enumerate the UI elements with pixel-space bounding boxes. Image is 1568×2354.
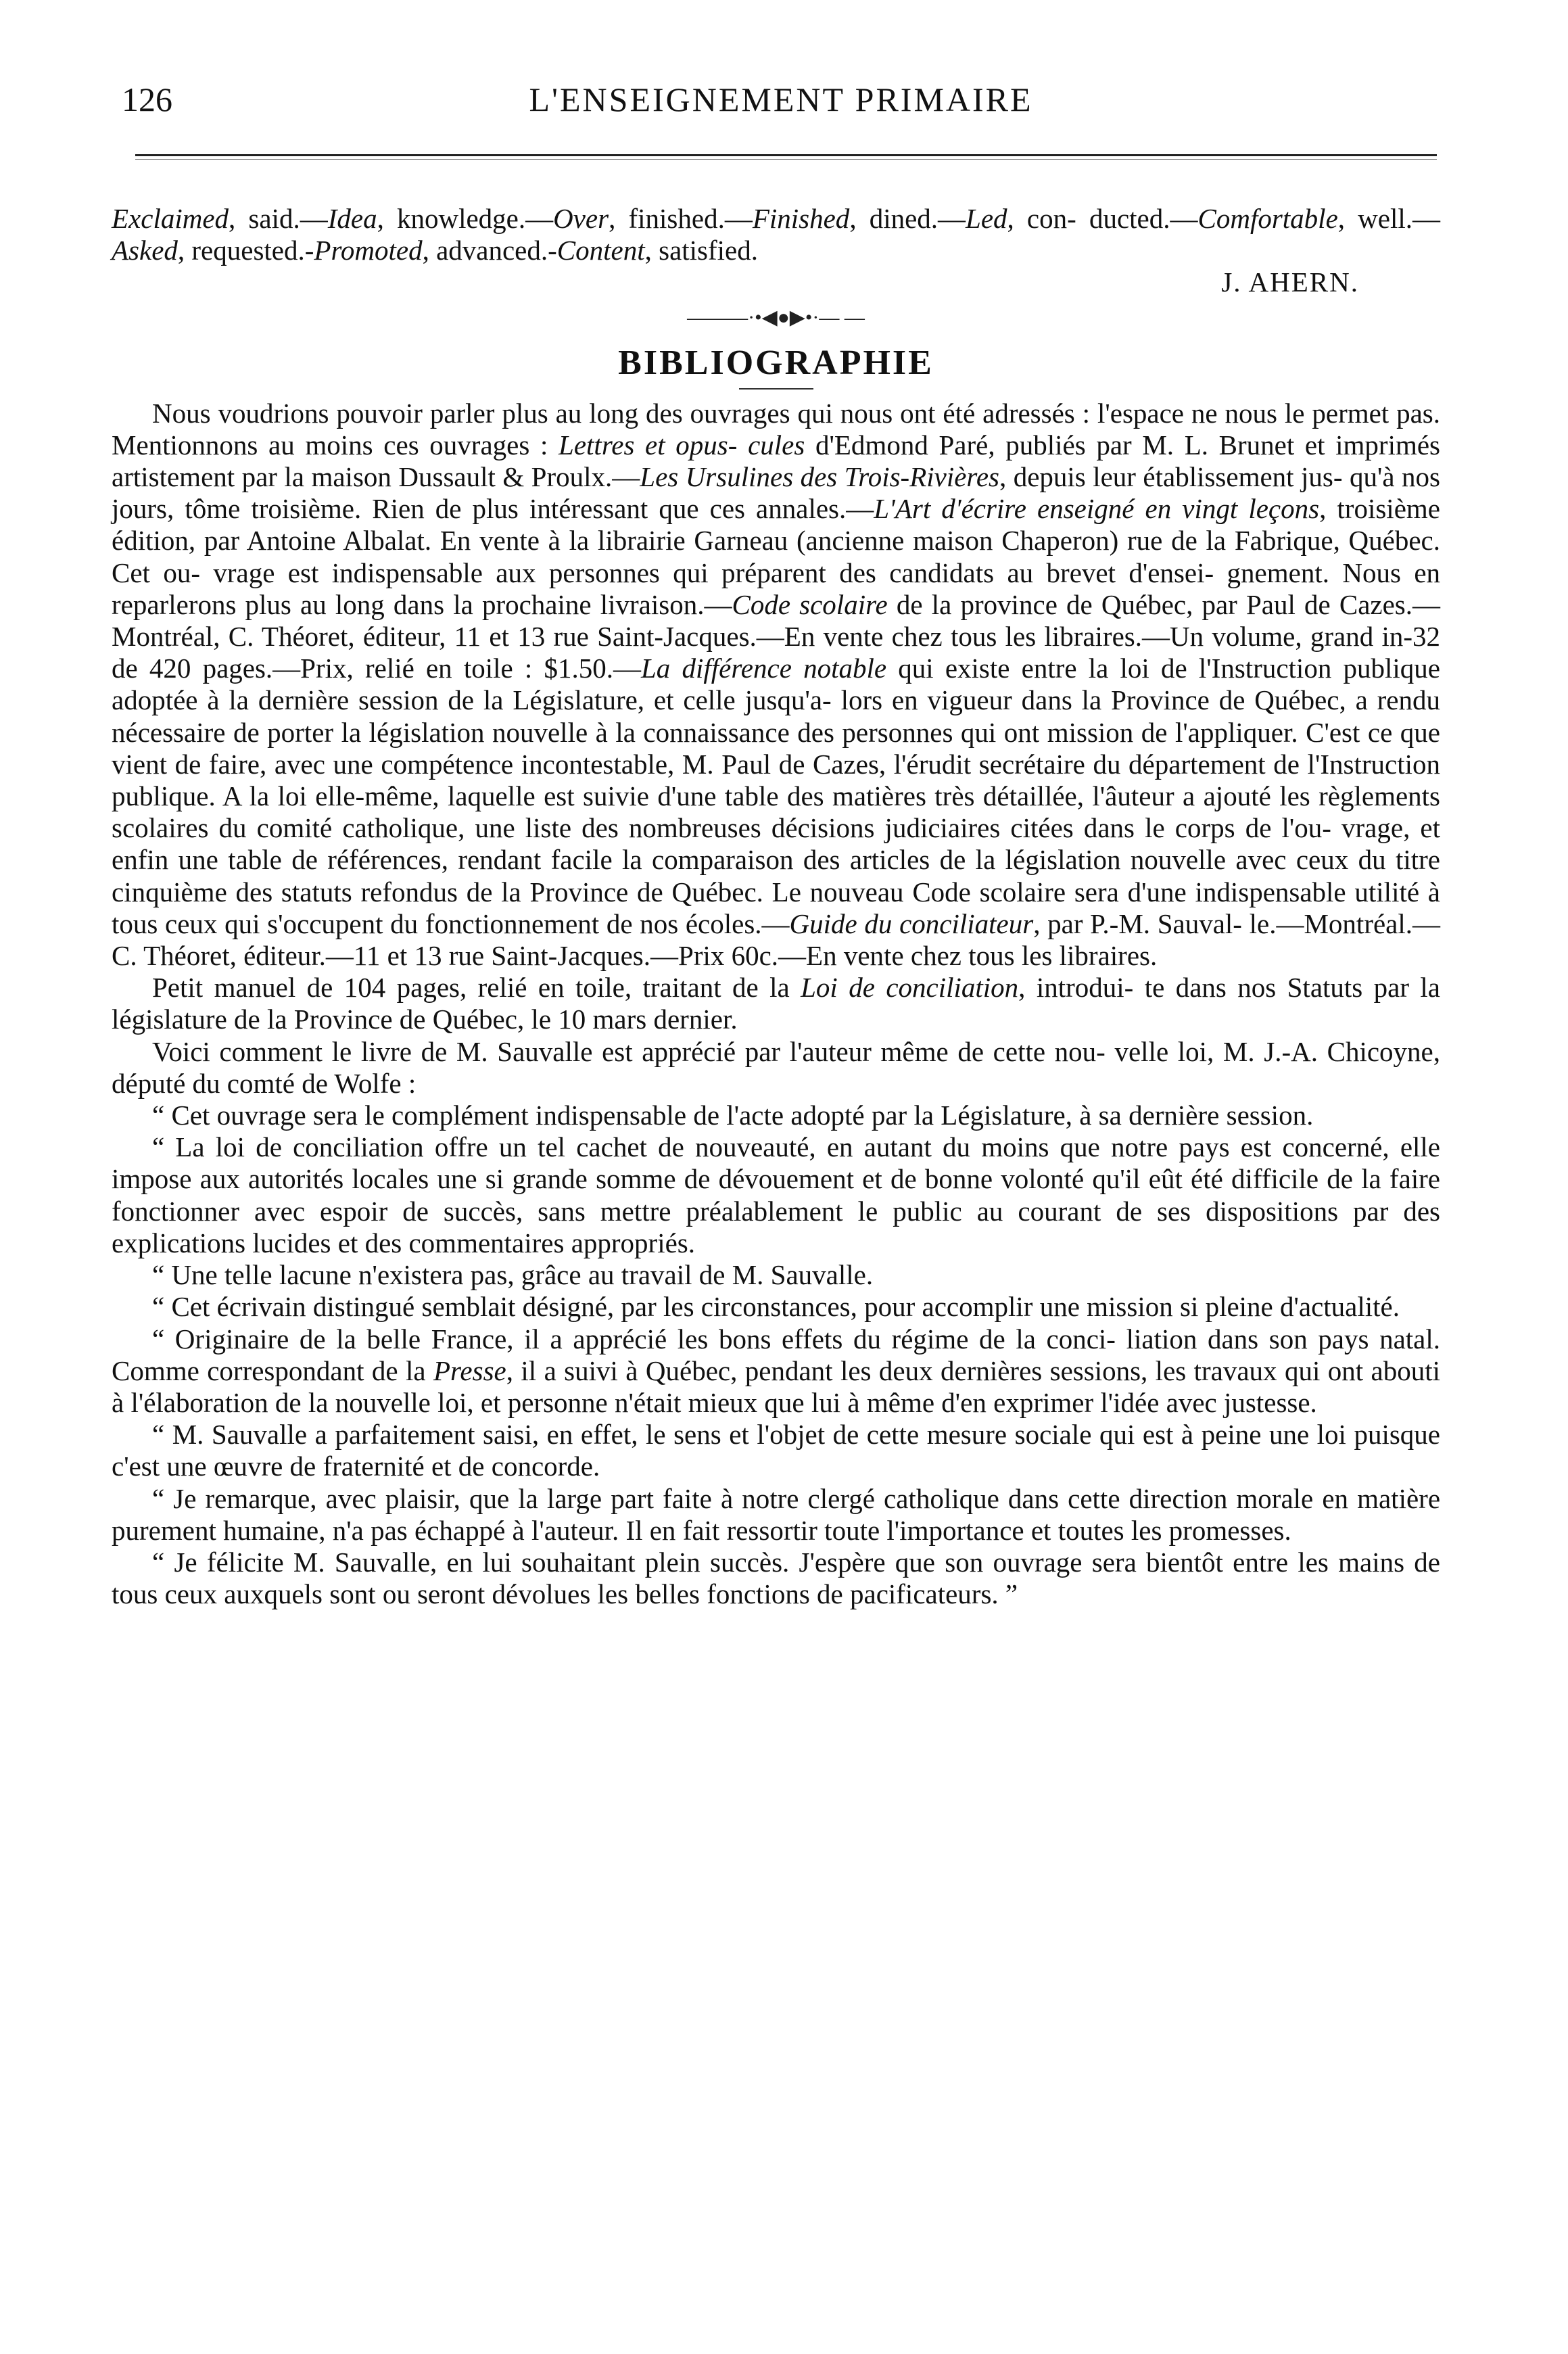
text-paragraph — [112, 972, 1440, 1035]
text-run: , depuis leur établissement jus- — [999, 461, 1343, 493]
text-run: catholique, une liste des nombreuses décisions judiciaires citées dans le corps de l'ou- — [342, 812, 1331, 844]
text-run: “ Je félicite M. Sauvalle, en lui souhaitant plein succès. J'espère que son ouvrage — [152, 1546, 1083, 1578]
text-run: chez tous les libraires. — [910, 940, 1158, 972]
text-run: explications lucides et des commentaires appropriés. — [112, 1227, 696, 1258]
text-run: l'Instruction publique adoptée à la dernière session de la Législature, et celle jusqu'a- — [112, 653, 1440, 716]
italic-title: Finished — [752, 203, 850, 234]
italic-title: Promoted — [314, 235, 423, 266]
text-paragraph — [112, 1547, 1440, 1610]
text-run: Voici comment le livre de M. Sauvalle est apprécié par l'auteur même de cette nou- — [152, 1035, 1106, 1067]
text-run: te dans nos Statuts par la législature de la Province de Québec, le 10 mars dernier. — [112, 972, 1440, 1035]
title-rule — [739, 388, 813, 390]
text-run: table des matières très détaillée, l'âuteur a ajouté les règlements scolaires du comité — [112, 780, 1441, 844]
italic-title: Les Ursulines des Trois-Rivières — [640, 461, 999, 493]
text-run: d'Edmond Paré, publiés par M. L. Brunet et imprimés artistement par la maison — [112, 429, 1441, 493]
text-run: à sa dernière session. — [1079, 1100, 1314, 1131]
text-run: de succès, sans mettre préalablement le public au courant de ses dispositions par des — [402, 1195, 1440, 1227]
text-run: notre pays est concerné, elle impose aux autorités locales une si grande somme de — [112, 1131, 1441, 1195]
italic-title: Over — [553, 203, 609, 234]
italic-title: Asked — [112, 235, 178, 266]
text-run: “ M. Sauvalle a parfaitement saisi, en effet, le sens et l'objet de cette mesure sociale — [152, 1419, 1092, 1451]
section-title: BIBLIOGRAPHIE — [618, 343, 934, 382]
text-run: justesse. — [1224, 1386, 1317, 1418]
text-paragraph — [112, 398, 1440, 972]
italic-title: L'Art — [874, 493, 931, 525]
text-run: de Québec. Le nouveau Code scolaire sera d'une indispensable utilité à tous ceux qui — [112, 876, 1440, 939]
text-run: vient de faire, avec une compétence incontestable, M. Paul de Cazes, l'érudit secrétaire — [112, 748, 1085, 780]
text-run: , requested.- — [177, 235, 314, 266]
text-run: liation dans son pays natal. Comme correspondant de la — [112, 1323, 1441, 1386]
text-run: pages.—Prix, relié en toile : $1.50.— — [202, 653, 641, 684]
page-header — [122, 80, 1440, 127]
italic-title: Guide du conciliateur — [789, 908, 1034, 939]
text-run: l'espace ne nous le permet pas. Mentionnons au moins ces ouvrages : — [112, 397, 1441, 461]
header-rule — [135, 154, 1437, 160]
text-run: “ Une telle lacune n'existera pas, grâce au travail de M. Sauvalle. — [152, 1259, 874, 1291]
text-run: pendant les deux dernières sessions, les travaux qui ont abouti à l'élaboration de la — [112, 1355, 1441, 1418]
text-run: “ Je remarque, avec plaisir, que la large part faite à notre clergé catholique dans — [152, 1482, 1060, 1514]
text-paragraph — [112, 1036, 1440, 1100]
text-run: velle loi, M. J.-A. Chicoyne, député du comté de Wolfe : — [112, 1035, 1440, 1099]
text-run: “ Cet ouvrage sera le complément indispensable de l'acte adopté par la Législature, — [152, 1100, 1072, 1131]
italic-title: Lettres et opus- — [559, 429, 738, 461]
text-run: nouvelle à la connaissance des personnes qui ont mission de l'appliquer. C'est ce que — [492, 716, 1440, 748]
text-run: fonctions de pacificateurs. ” — [707, 1578, 1018, 1610]
text-run: “ Cet écrivain distingué semblait désigné, par les circonstances, pour accomplir — [152, 1291, 1033, 1323]
text-run: , par P.-M. Sauval- — [1033, 908, 1242, 939]
text-run: , introdui- — [1018, 972, 1134, 1004]
italic-title: Led — [966, 203, 1007, 234]
text-paragraph — [112, 203, 1440, 266]
italic-title: La différence notable — [641, 653, 887, 684]
text-run: ducted.— — [1089, 203, 1198, 234]
text-run: “ La loi de conciliation offre un tel cachet de nouveauté, en autant du moins que — [152, 1131, 1100, 1163]
text-run: , said.— — [229, 203, 328, 234]
text-run: qu'à nos jours, tôme troisième. Rien de plus intéressant que ces annales.— — [112, 461, 1440, 525]
italic-title: Loi de conciliation — [801, 972, 1019, 1004]
text-run: sera bientôt entre les mains de tous ceux auxquels sont ou seront dévolues les belles — [112, 1546, 1441, 1610]
text-run: “ Originaire de la belle France, il a apprécié les bons effets du régime de la conci- — [152, 1323, 1116, 1355]
text-run: qui existe entre la loi de — [886, 653, 1187, 684]
text-run: cette direction morale en matière purement humaine, n'a pas échappé à l'auteur. Il en — [112, 1482, 1441, 1546]
text-run: nouvelle loi, et personne n'était mieux que lui à même d'en exprimer l'idée avec — [335, 1386, 1217, 1418]
italic-title: Code scolaire — [732, 588, 888, 620]
ornament-divider: ———·•◀●▶•·— — — [687, 306, 865, 329]
running-title: L'ENSEIGNEMENT PRIMAIRE — [529, 80, 1033, 118]
text-paragraph — [112, 1419, 1440, 1482]
text-run: législation nouvelle avec ceux du titre cinquième des statuts refondus de la Province — [112, 844, 1441, 908]
text-run: , dined.— — [849, 203, 966, 234]
text-paragraph — [112, 1131, 1440, 1259]
text-run: , satisfied. — [644, 235, 759, 266]
text-run: vrage est indispensable aux personnes qui préparent des candidats au brevet d'ensei- — [213, 557, 1214, 588]
italic-title: Exclaimed — [112, 203, 229, 234]
glossary-paragraph — [112, 203, 1440, 266]
italic-title: Comfortable — [1197, 203, 1338, 234]
italic-title: Content — [556, 235, 645, 266]
text-paragraph — [112, 1259, 1440, 1291]
text-run: Dussault & Proulx.— — [398, 461, 640, 493]
text-run: rue Saint-Jacques.—En vente chez tous les libraires.—Un volume, grand in-32 de 420 — [112, 621, 1441, 684]
text-run: s'occupent du fonctionnement de nos écoles.— — [267, 908, 790, 939]
text-run: , advanced.- — [422, 235, 557, 266]
text-run: Nous voudrions pouvoir parler plus au long des ouvrages qui nous ont été adressés : — [152, 397, 1091, 429]
text-paragraph — [112, 1323, 1440, 1419]
text-run: fait ressortir toute l'importance et toutes les promesses. — [682, 1514, 1291, 1546]
italic-title: d'écrire enseigné en vingt leçons — [941, 493, 1320, 525]
text-paragraph — [112, 1100, 1440, 1131]
text-paragraph — [112, 1291, 1440, 1323]
bibliography-text — [112, 398, 1440, 1611]
text-paragraph — [112, 1483, 1440, 1547]
text-run: gnement. Nous en reparlerons plus au long dans la prochaine livraison.— — [112, 557, 1441, 620]
text-run: , con- — [1007, 203, 1076, 234]
text-run: dévouement et de bonne volonté qu'il eût été difficile de la faire fonctionner avec espoir — [112, 1163, 1441, 1227]
author-signature: J. AHERN. — [1221, 266, 1359, 298]
text-run: du département de l'Instruction publique. A la loi elle-même, laquelle est suivie d'une — [112, 748, 1441, 812]
text-run: , troisième édition, par Antoine Albalat. En vente à — [112, 493, 1440, 557]
text-run: lors en vigueur dans la Province de Québec, a rendu nécessaire de porter la législation — [112, 684, 1441, 748]
page-body — [112, 203, 1440, 1610]
text-run: , well.— — [1337, 203, 1441, 234]
text-run: qui est à peine une loi puisque c'est une œuvre de fraternité et de concorde. — [112, 1419, 1440, 1482]
text-run: Petit manuel de 104 pages, relié en toile, traitant de la — [152, 972, 801, 1004]
text-run: la librairie Garneau (ancienne maison Chaperon) rue de la Fabrique, Québec. Cet ou- — [112, 525, 1441, 588]
text-run: vrage, et enfin une table de références, rendant facile la comparaison des articles de la — [112, 812, 1441, 876]
text-run: , il a suivi à Québec, — [506, 1355, 738, 1386]
text-run: , knowledge.— — [377, 203, 554, 234]
text-run: , finished.— — [609, 203, 753, 234]
italic-title: Presse — [433, 1355, 506, 1386]
italic-title: Idea — [327, 203, 377, 234]
text-run: une mission si pleine d'actualité. — [1039, 1291, 1400, 1323]
italic-title: cules — [748, 429, 805, 461]
text-run: de la province de Québec, par Paul de Cazes.—Montréal, C. Théoret, éditeur, 11 et 13 — [112, 588, 1441, 653]
text-run: le.—Montréal.—C. Théoret, éditeur.—11 et 13 rue Saint-Jacques.—Prix 60c.—En vente — [112, 908, 1441, 972]
page-number: 126 — [122, 80, 172, 118]
